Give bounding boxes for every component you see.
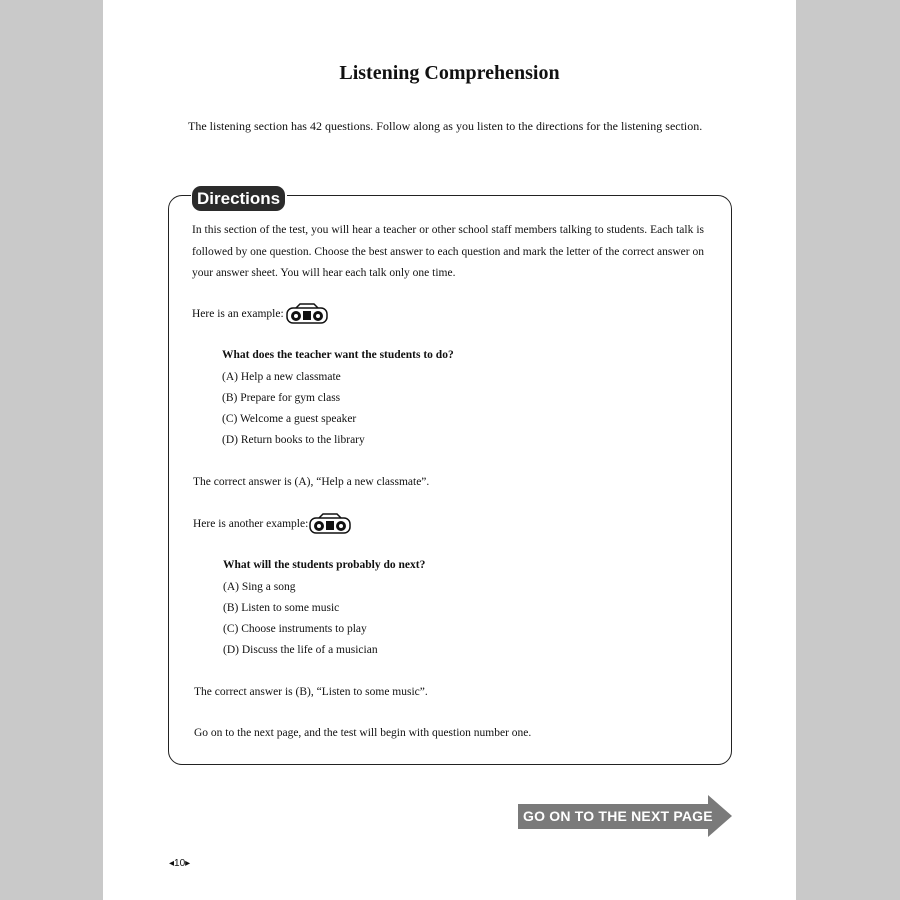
- example1-question: What does the teacher want the students to do?: [222, 349, 454, 361]
- example2-option-b: (B) Listen to some music: [223, 602, 340, 614]
- example2-answer: The correct answer is (B), “Listen to some music”.: [194, 686, 428, 698]
- example1-lead: Here is an example:: [192, 308, 284, 320]
- test-page: [103, 0, 796, 900]
- left-marker-icon: ◂: [169, 858, 175, 869]
- closing-text: Go on to the next page, and the test will begin with question number one.: [194, 727, 532, 739]
- example1-option-d: (D) Return books to the library: [222, 434, 365, 446]
- next-page-button[interactable]: GO ON TO THE NEXT PAGE: [523, 808, 713, 824]
- page-number-value: 10: [174, 858, 186, 869]
- radio-icon: [309, 513, 351, 535]
- example2-question: What will the students probably do next?: [223, 559, 426, 571]
- example1-option-a: (A) Help a new classmate: [222, 371, 341, 383]
- page-number: [169, 858, 190, 869]
- example1-answer: The correct answer is (A), “Help a new classmate”.: [193, 476, 430, 488]
- example1-option-c: (C) Welcome a guest speaker: [222, 413, 357, 425]
- example2-lead: Here is another example:: [193, 518, 309, 530]
- directions-heading: Directions: [192, 186, 285, 211]
- page-title: Listening Comprehension: [339, 62, 560, 84]
- radio-icon: [286, 303, 328, 325]
- example1-option-b: (B) Prepare for gym class: [222, 392, 341, 404]
- example2-option-c: (C) Choose instruments to play: [223, 623, 367, 635]
- right-marker-icon: ▸: [185, 858, 191, 869]
- example2-option-a: (A) Sing a song: [223, 581, 296, 593]
- intro-text: The listening section has 42 questions. Follow along as you listen to the directions for the listening section.: [188, 119, 703, 133]
- directions-paragraph: In this section of the test, you will hear a teacher or other school staff members talking to students. Each talk is followed by one question. Choose the best answer to each question and mark the letter of the correct answer on your answer sheet. You will hear each talk only one time.: [192, 224, 704, 279]
- example2-option-d: (D) Discuss the life of a musician: [223, 644, 378, 656]
